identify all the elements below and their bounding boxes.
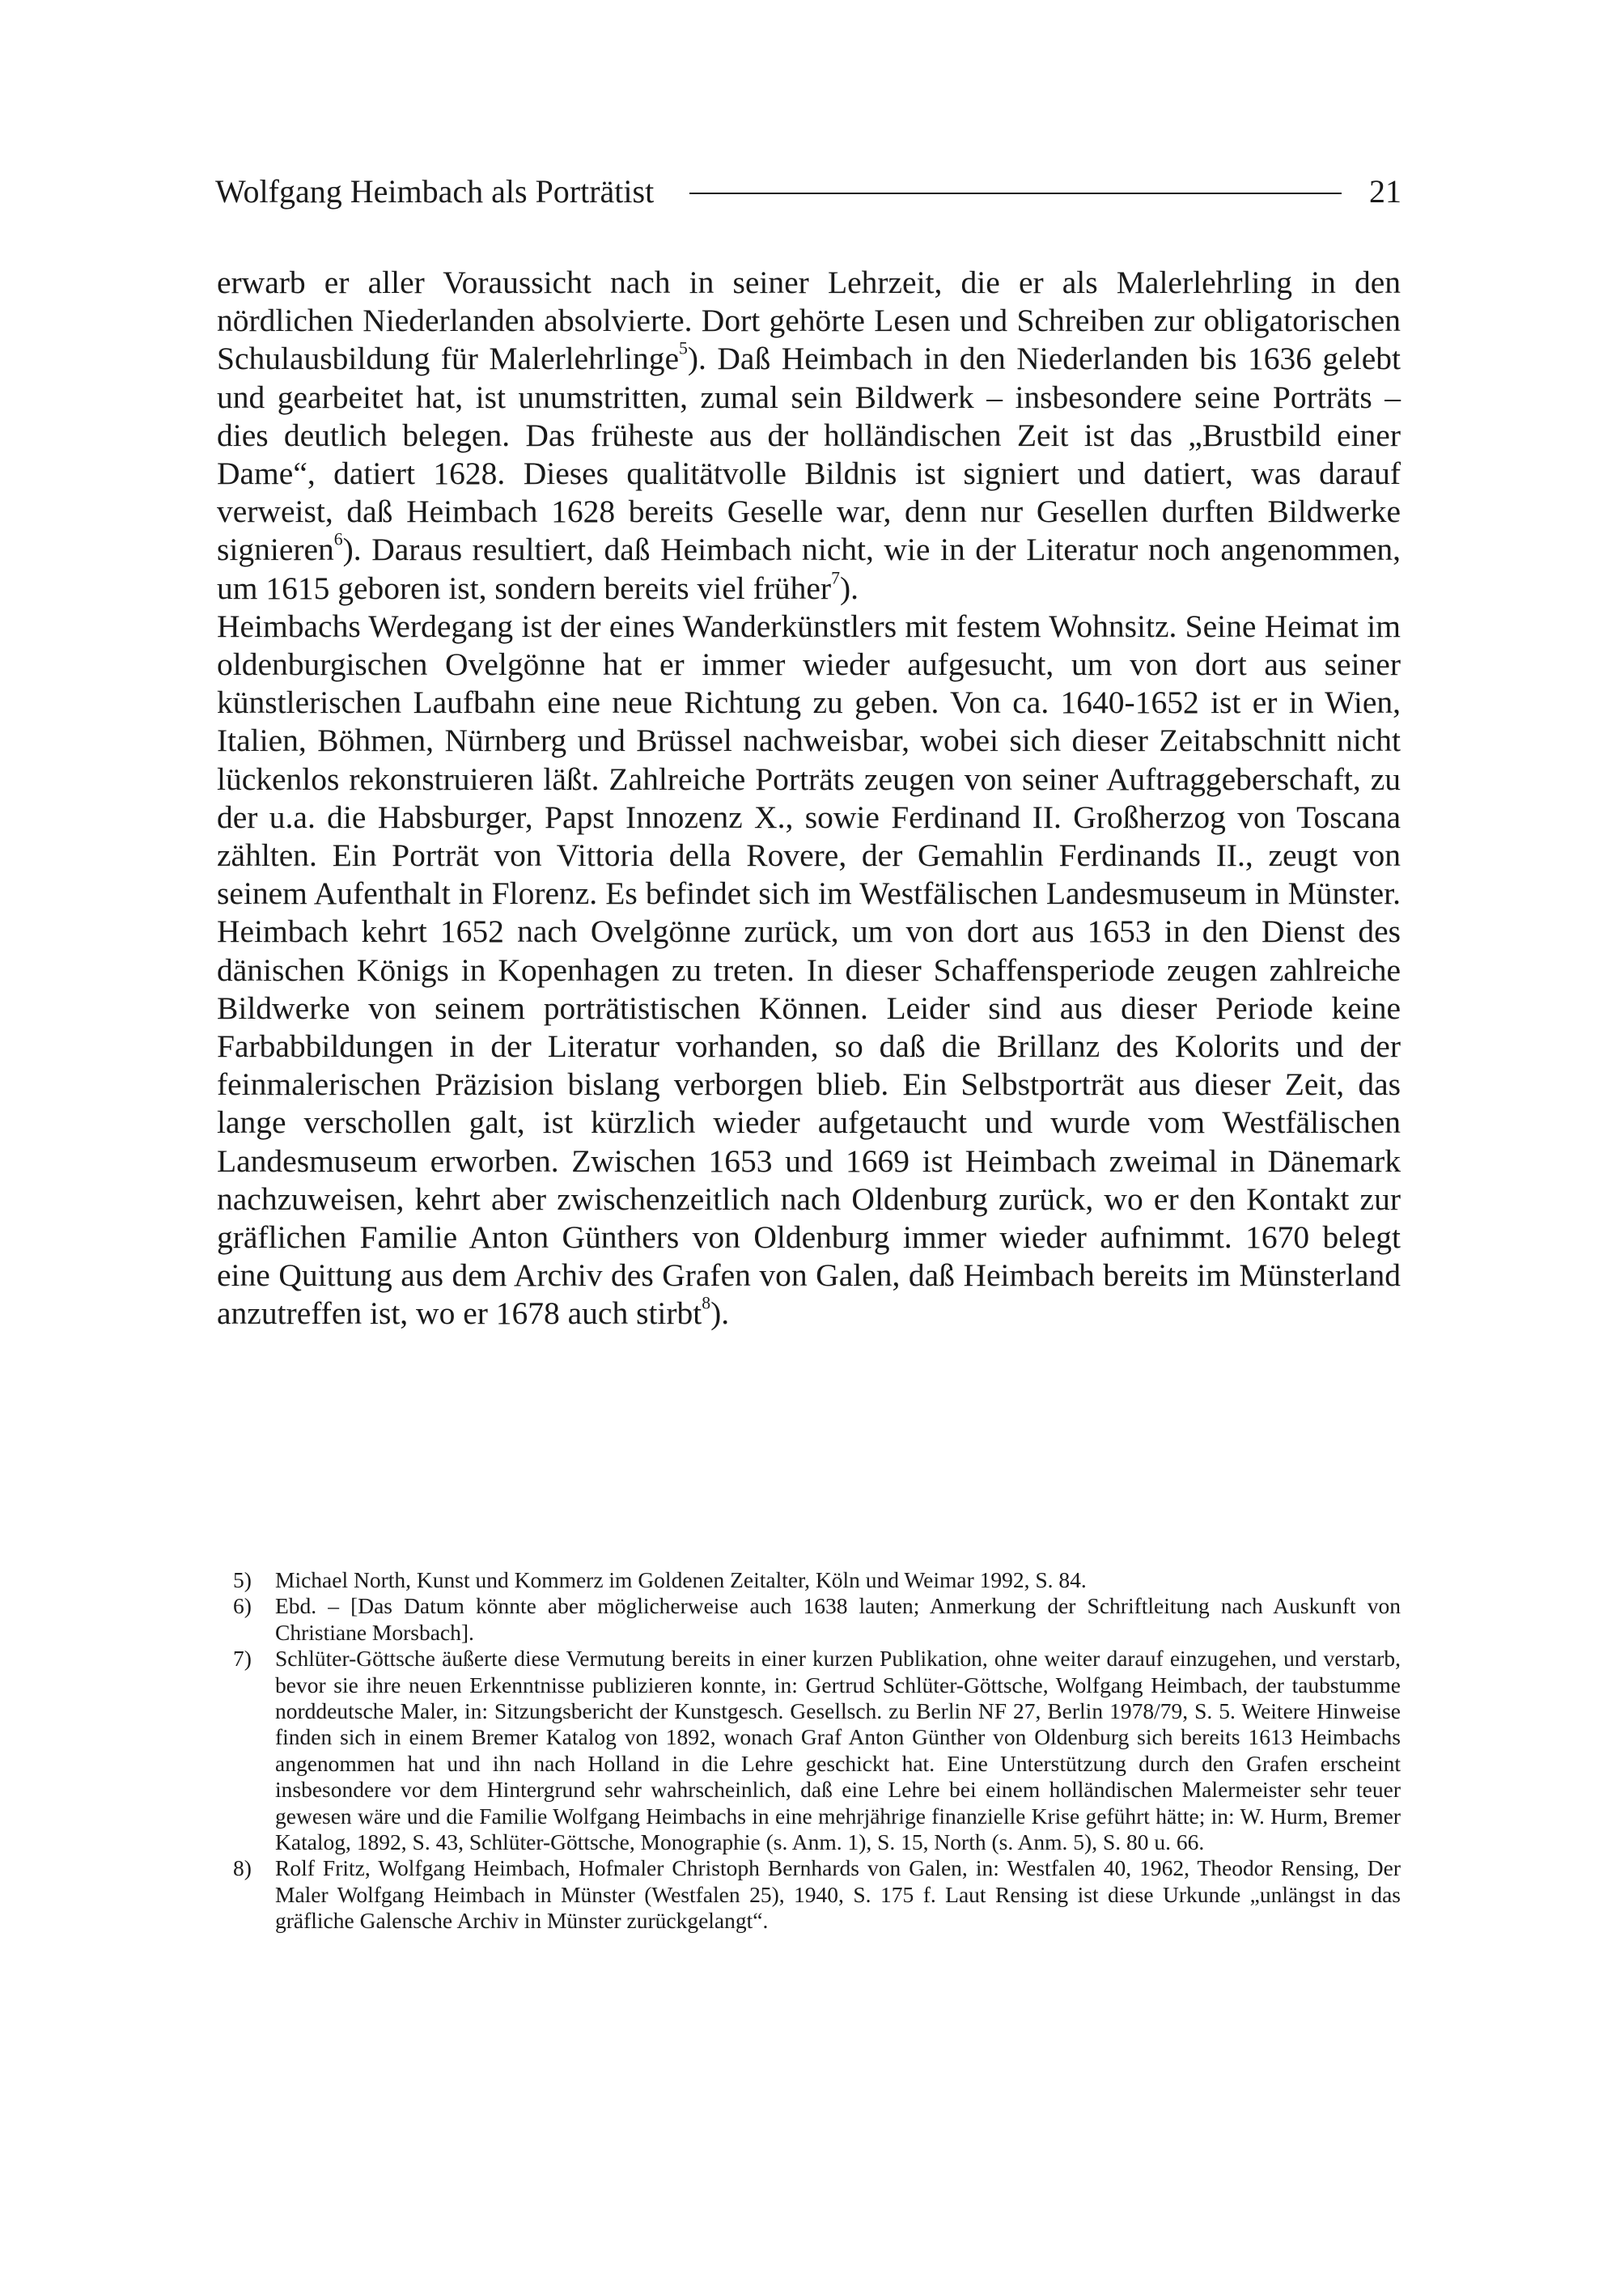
paragraph — [217, 608, 1401, 1333]
footnote-marker: 7) — [233, 1646, 252, 1672]
footnote-6 — [217, 1593, 1401, 1646]
paragraph-text: ). Daraus resultiert, daß Heimbach nicht, wie in der Literatur noch angenommen, um 1615 geboren ist, sondern bereits viel früher — [217, 532, 1401, 606]
footnote-marker: 5) — [233, 1567, 252, 1592]
body-text — [217, 264, 1401, 1333]
footnote-reference: 8 — [702, 1294, 711, 1314]
running-header-title: Wolfgang Heimbach als Porträtist — [215, 172, 655, 210]
paragraph-text: Heimbachs Werdegang ist der eines Wanderkünstlers mit festem Wohnsitz. Seine Heimat im oldenburgischen Ovelgönne hat er immer wieder aufgesucht, um von dort aus seiner künstlerischen Laufbahn eine neue Richtung zu geben. Von ca. 1640-1652 ist er in Wien, Italien, Böhmen, Nürnberg und Brüssel nachweisbar, wobei sich dieser Zeitabschnitt nicht lückenlos rekonstruieren läßt. Zahlreiche Porträts zeugen von seiner Auftraggeberschaft, zu der u.a. die Habsburger, Papst Innozenz X., sowie Ferdinand II. Großherzog von Toscana zählten. Ein Porträt von Vittoria della Rovere, der Gemahlin Ferdinands II., zeugt von seinem Aufenthalt in Florenz. Es befindet sich im Westfälischen Landesmuseum in Münster. Heimbach kehrt 1652 nach Ovelgönne zurück, um von dort aus 1653 in den Dienst des dänischen Königs in Kopenhagen zu treten. In dieser Schaffensperiode zeugen zahlreiche Bildwerke von seinem porträtistischen Können. Leider sind aus dieser Periode keine Farbabbildungen in der Literatur vorhanden, so daß die Brillanz des Kolorits und der feinmalerischen Präzision bislang verborgen blieb. Ein Selbstporträt aus dieser Zeit, das lange verschollen galt, ist kürzlich wieder aufgetaucht und wurde vom Westfälischen Landesmuseum erworben. Zwischen 1653 und 1669 ist Heimbach zweimal in Dänemark nachzuweisen, kehrt aber zwischenzeitlich nach Oldenburg zurück, wo er den Kontakt zur gräflichen Familie Anton Günthers von Oldenburg immer wieder aufnimmt. 1670 belegt eine Quittung aus dem Archiv des Grafen von Galen, daß Heimbach bereits im Münsterland anzutreffen ist, wo er 1678 auch stirbt — [217, 608, 1401, 1332]
header-rule — [689, 193, 1342, 194]
running-header — [215, 168, 1401, 214]
footnote-reference: 6 — [333, 529, 343, 549]
footnote-reference: 5 — [679, 338, 688, 358]
footnote-8 — [217, 1855, 1401, 1934]
footnote-reference: 7 — [831, 568, 840, 588]
footnote-text: Michael North, Kunst und Kommerz im Goldenen Zeitalter, Köln und Weimar 1992, S. 84. — [275, 1567, 1087, 1592]
footnote-7 — [217, 1646, 1401, 1855]
footnote-5 — [217, 1567, 1401, 1593]
footnotes — [217, 1567, 1401, 1935]
paragraph-text: erwarb er aller Voraussicht nach in seiner Lehrzeit, die er als Malerlehrling in den nördlichen Niederlanden absolvierte. Dort gehörte Lesen und Schreiben zur obligatorischen Schulausbildung für Malerlehrlinge — [217, 265, 1401, 377]
footnote-text: Schlüter-Göttsche äußerte diese Vermutung bereits in einer kurzen Publikation, ohne weiter darauf einzugehen, und verstarb, bevor sie ihre neuen Erkenntnisse publizieren konnte, in: Gertrud Schlüter-Göttsche, Wolfgang Heimbach, der taubstumme norddeutsche Maler, in: Sitzungsbericht der Kunstgesch. Gesellsch. zu Berlin NF 27, Berlin 1978/79, S. 5. Weitere Hinweise finden sich in einem Bremer Katalog von 1892, wonach Graf Anton Günther von Oldenburg sich bereits 1613 Heimbachs angenommen hat und ihn nach Holland in die Lehre geschickt hat. Eine Unterstützung durch den Grafen erscheint insbesondere vor dem Hintergrund sehr wahrscheinlich, daß eine Lehre bei einem holländischen Malermeister sehr teuer gewesen wäre und die Familie Wolfgang Heimbachs in eine mehrjährige finanzielle Krise geführt hätte; in: W. Hurm, Bremer Katalog, 1892, S. 43, Schlüter-Göttsche, Monographie (s. Anm. 1), S. 15, North (s. Anm. 5), S. 80 u. 66. — [275, 1646, 1401, 1855]
footnote-text: Ebd. – [Das Datum könnte aber möglicherweise auch 1638 lauten; Anmerkung der Schriftleitung nach Auskunft von Christiane Morsbach]. — [275, 1593, 1401, 1645]
paragraph-text: ). — [839, 570, 859, 606]
footnote-marker: 8) — [233, 1855, 252, 1881]
paragraph-text: ). — [710, 1295, 730, 1332]
footnote-text: Rolf Fritz, Wolfgang Heimbach, Hofmaler Christoph Bernhards von Galen, in: Westfalen 40, 1962, Theodor Rensing, Der Maler Wolfgang Heimbach in Münster (Westfalen 25), 1940, S. 175 f. Laut Rensing ist diese Urkunde „unlängst in das gräfliche Galensche Archiv in Münster zurückgelangt“. — [275, 1855, 1401, 1934]
footnote-marker: 6) — [233, 1593, 252, 1619]
paragraph — [217, 264, 1401, 608]
page-number: 21 — [1369, 172, 1401, 210]
paragraph-text: ). Daß Heimbach in den Niederlanden bis 1636 gelebt und gearbeitet hat, ist unumstritten, zumal sein Bildwerk – insbesondere seine Porträts – dies deutlich belegen. Das früheste aus der holländischen Zeit ist das „Brustbild einer Dame“, datiert 1628. Dieses qualitätvolle Bildnis ist signiert und datiert, was darauf verweist, daß Heimbach 1628 bereits Geselle war, denn nur Gesellen durften Bildwerke signieren — [217, 341, 1401, 568]
